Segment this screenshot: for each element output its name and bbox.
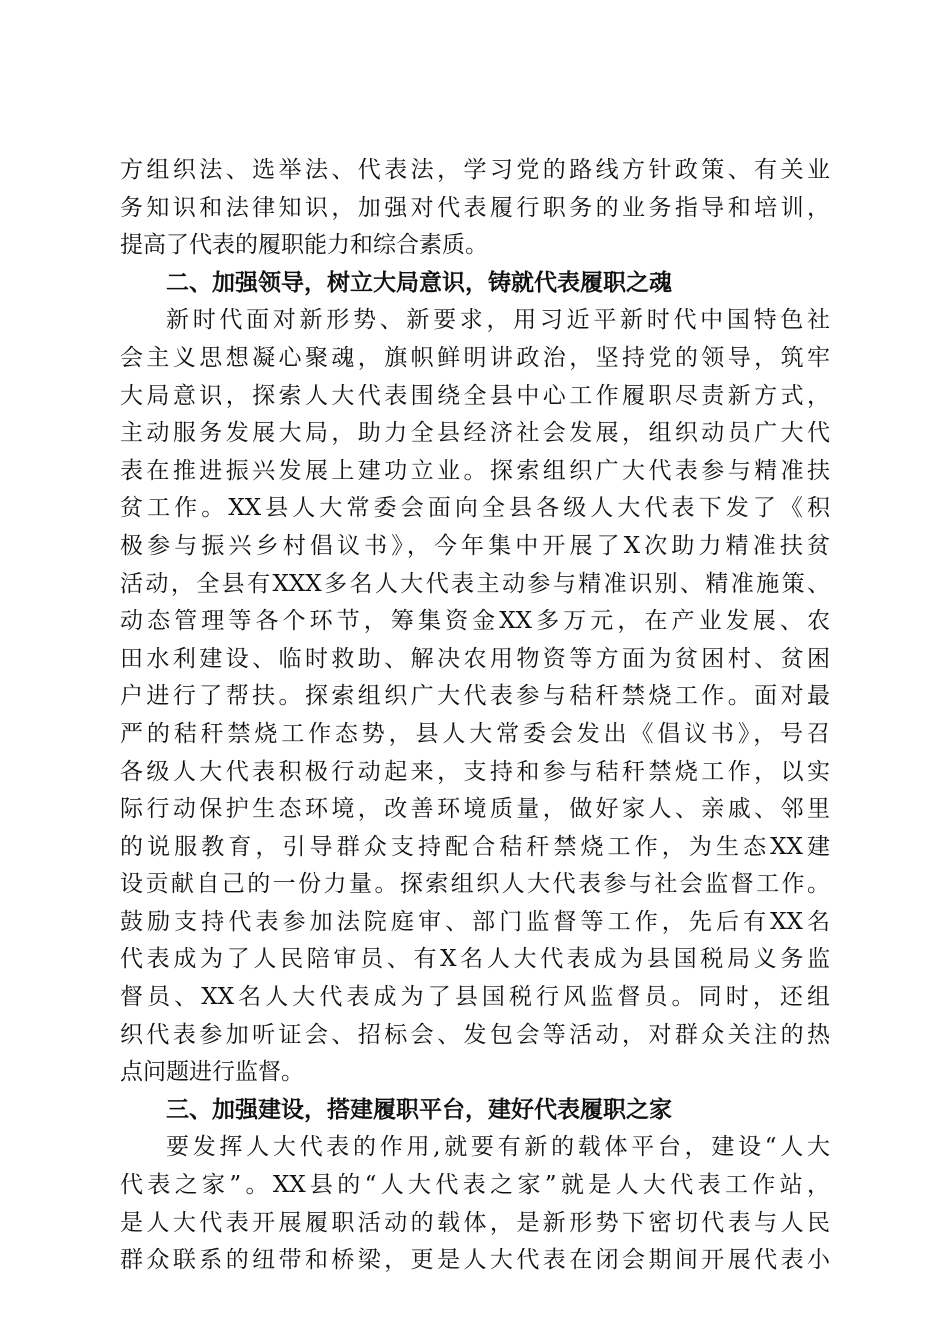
paragraph-line: 贫工作。XX县人大常委会面向全县各级人大代表下发了《积	[120, 495, 830, 522]
paragraph-line: 田水利建设、临时救助、解决农用物资等方面为贫困村、贫困	[120, 645, 830, 672]
paragraph-line: 务知识和法律知识，加强对代表履行职务的业务指导和培训，	[120, 194, 830, 221]
paragraph-first-line: 要发挥人大代表的作用,就要有新的载体平台，建设“人大	[166, 1134, 830, 1161]
paragraph-line: 织代表参加听证会、招标会、发包会等活动，对群众关注的热	[120, 1021, 830, 1048]
paragraph-line: 各级人大代表积极行动起来，支持和参与秸秆禁烧工作，以实	[120, 758, 830, 785]
paragraph-line: 鼓励支持代表参加法院庭审、部门监督等工作，先后有XX名	[120, 908, 830, 935]
document-body	[120, 152, 830, 1280]
paragraph-line: 方组织法、选举法、代表法，学习党的路线方针政策、有关业	[120, 157, 830, 183]
paragraph-line: 督员、XX名人大代表成为了县国税行风监督员。同时，还组	[120, 984, 830, 1011]
paragraph-line: 主动服务发展大局，助力全县经济社会发展，组织动员广大代	[120, 420, 830, 447]
paragraph-line: 设贡献自己的一份力量。探索组织人大代表参与社会监督工作。	[120, 871, 830, 898]
paragraph-line: 际行动保护生态环境，改善环境质量，做好家人、亲戚、邻里	[120, 796, 830, 823]
paragraph-line: 是人大代表开展履职活动的载体，是新形势下密切代表与人民	[120, 1209, 830, 1236]
paragraph-line: 的说服教育，引导群众支持配合秸秆禁烧工作，为生态XX建	[120, 833, 830, 860]
paragraph-line: 活动，全县有XXX多名人大代表主动参与精准识别、精准施策、	[120, 570, 830, 597]
paragraph-line: 点问题进行监督。	[120, 1059, 304, 1086]
paragraph-line: 代表之家”。XX县的“人大代表之家”就是人大代表工作站，	[120, 1172, 830, 1199]
section-heading: 三、加强建设，搭建履职平台，建好代表履职之家	[166, 1096, 672, 1123]
paragraph-line: 严的秸秆禁烧工作态势，县人大常委会发出《倡议书》，号召	[120, 720, 830, 747]
paragraph-line: 代表成为了人民陪审员、有X名人大代表成为县国税局义务监	[120, 946, 830, 973]
paragraph-line: 极参与振兴乡村倡议书》，今年集中开展了X次助力精准扶贫	[120, 532, 830, 559]
section-heading: 二、加强领导，树立大局意识，铸就代表履职之魂	[166, 269, 672, 296]
paragraph-line: 表在推进振兴发展上建功立业。探索组织广大代表参与精准扶	[120, 457, 830, 484]
paragraph-line: 户进行了帮扶。探索组织广大代表参与秸秆禁烧工作。面对最	[120, 683, 830, 710]
paragraph-line: 动态管理等各个环节，筹集资金XX多万元，在产业发展、农	[120, 608, 830, 635]
paragraph-line: 群众联系的纽带和桥梁，更是人大代表在闭会期间开展代表小	[120, 1247, 830, 1274]
paragraph-line: 会主义思想凝心聚魂，旗帜鲜明讲政治，坚持党的领导，筑牢	[120, 344, 830, 371]
paragraph-line: 大局意识，探索人大代表围绕全县中心工作履职尽责新方式，	[120, 382, 830, 409]
paragraph-first-line: 新时代面对新形势、新要求，用习近平新时代中国特色社	[166, 307, 830, 334]
paragraph-line: 提高了代表的履职能力和综合素质。	[120, 232, 488, 259]
